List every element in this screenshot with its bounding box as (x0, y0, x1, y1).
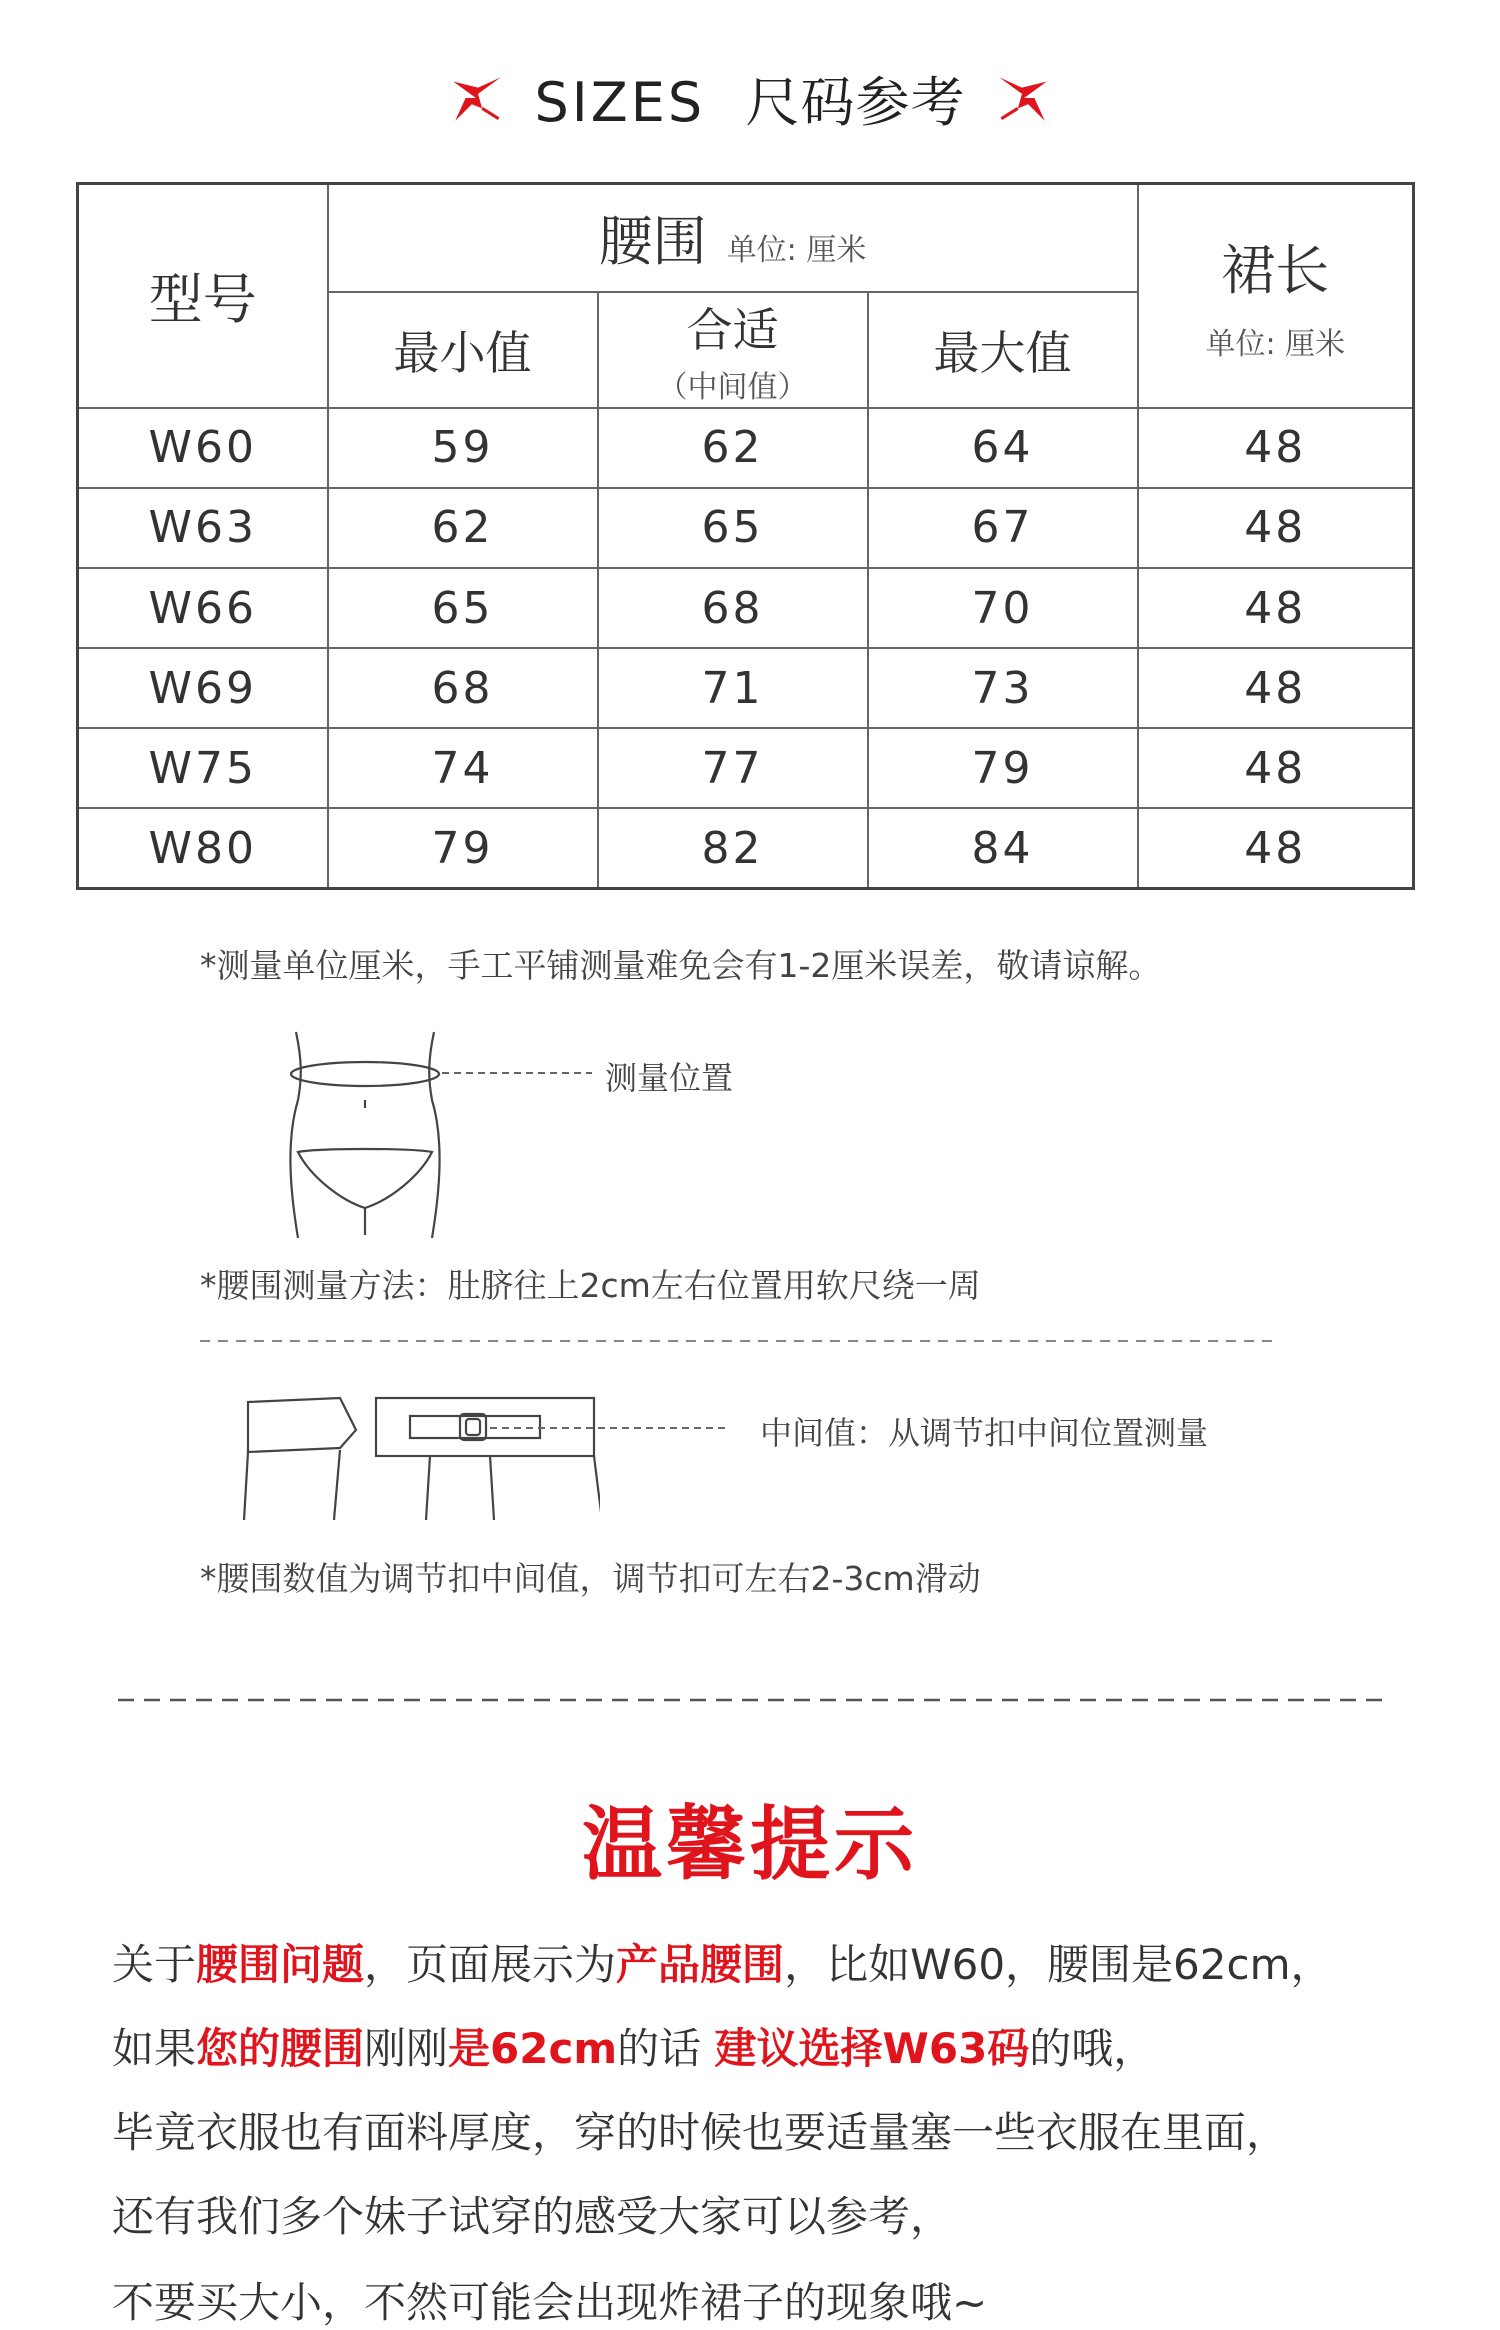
measure-error-note: *测量单位厘米，手工平铺测量难免会有1-2厘米误差，敬请谅解。 (200, 946, 1162, 985)
cell-min: 65 (328, 568, 598, 648)
cell-model: W60 (78, 408, 328, 488)
col-fit-sub: （中间值） (657, 369, 808, 405)
col-fit-header: 合适 （中间值） (598, 292, 868, 408)
section-divider (200, 1338, 1280, 1344)
cell-min: 59 (328, 408, 598, 488)
cell-max: 84 (868, 808, 1138, 888)
size-table-body (78, 408, 1414, 889)
cell-max: 67 (868, 488, 1138, 568)
tip-line-4: 还有我们多个妹子试穿的感受大家可以参考， (112, 2192, 953, 2241)
tips-title: 温馨提示 (582, 1798, 918, 1891)
cell-fit: 77 (598, 728, 868, 808)
cell-fit: 62 (598, 408, 868, 488)
table-row (78, 568, 1414, 648)
tip-line-1: 关于腰围问题，页面展示为产品腰围，比如W60，腰围是62cm， (112, 1940, 1333, 1989)
table-row (78, 408, 1414, 488)
cell-max: 64 (868, 408, 1138, 488)
cell-fit: 82 (598, 808, 868, 888)
table-row (78, 488, 1414, 568)
table-row (78, 648, 1414, 728)
cell-length: 48 (1138, 648, 1414, 728)
cell-fit: 65 (598, 488, 868, 568)
cell-model: W69 (78, 648, 328, 728)
cell-model: W63 (78, 488, 328, 568)
buckle-label: 中间值：从调节扣中间位置测量 (760, 1414, 1209, 1452)
cell-min: 68 (328, 648, 598, 728)
page-title (0, 58, 1500, 138)
title-cn: 尺码参考 (745, 70, 966, 134)
measure-position-leader (442, 1070, 592, 1076)
cell-length: 48 (1138, 728, 1414, 808)
waist-unit: 单位: 厘米 (726, 233, 867, 269)
tip-line-3: 毕竟衣服也有面料厚度，穿的时候也要适量塞一些衣服在里面， (112, 2108, 1289, 2157)
swallow-ornament-icon (991, 67, 1053, 129)
cell-min: 74 (328, 728, 598, 808)
swallow-ornament-icon (447, 67, 509, 129)
cell-length: 48 (1138, 408, 1414, 488)
length-unit: 单位: 厘米 (1205, 327, 1346, 363)
col-max-header: 最大值 (868, 292, 1138, 408)
cell-model: W80 (78, 808, 328, 888)
cell-max: 79 (868, 728, 1138, 808)
cell-min: 62 (328, 488, 598, 568)
buckle-note: *腰围数值为调节扣中间值，调节扣可左右2-3cm滑动 (200, 1559, 981, 1598)
cell-length: 48 (1138, 568, 1414, 648)
cell-length: 48 (1138, 488, 1414, 568)
waist-measure-diagram (280, 1030, 450, 1240)
waist-method-note: *腰围测量方法：肚脐往上2cm左右位置用软尺绕一周 (200, 1266, 981, 1305)
cell-fit: 68 (598, 568, 868, 648)
page-title-text (535, 60, 966, 137)
section-divider (118, 1697, 1388, 1703)
buckle-diagram (240, 1390, 600, 1530)
tip-line-2: 如果您的腰围刚刚是62cm的话 建议选择W63码的哦， (112, 2024, 1156, 2073)
cell-min: 79 (328, 808, 598, 888)
cell-length: 48 (1138, 808, 1414, 888)
title-en: SIZES (534, 70, 706, 134)
cell-model: W66 (78, 568, 328, 648)
cell-model: W75 (78, 728, 328, 808)
size-table (76, 182, 1415, 890)
cell-max: 70 (868, 568, 1138, 648)
buckle-leader (490, 1425, 730, 1431)
col-min-header: 最小值 (328, 292, 598, 408)
group-waist-header: 腰围 单位: 厘米 (328, 184, 1138, 292)
table-row (78, 728, 1414, 808)
cell-max: 73 (868, 648, 1138, 728)
tip-line-5: 不要买大小，不然可能会出现炸裙子的现象哦~ (112, 2278, 988, 2327)
table-row (78, 808, 1414, 888)
col-length-header: 裙长 单位: 厘米 (1138, 184, 1414, 408)
measure-position-label: 测量位置 (605, 1059, 734, 1097)
col-model-header: 型号 (78, 184, 328, 408)
cell-fit: 71 (598, 648, 868, 728)
